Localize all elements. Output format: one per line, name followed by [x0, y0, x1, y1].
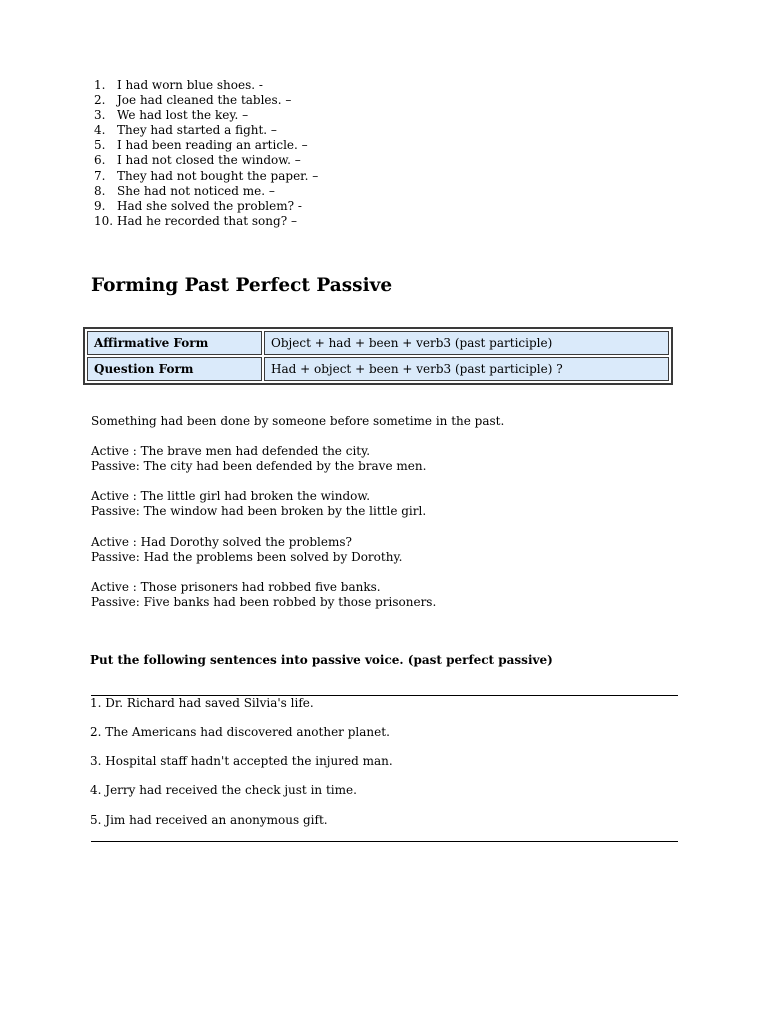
list-item-number: 1. — [94, 78, 106, 92]
example-pair — [91, 444, 426, 474]
passive-sentence: Passive: The window had been broken by the little girl. — [91, 504, 427, 518]
list-item — [94, 199, 318, 214]
list-item — [94, 78, 318, 93]
list-item-number: 7. — [94, 168, 106, 183]
list-item-text: Had she solved the problem? - — [117, 198, 302, 213]
list-item — [94, 138, 318, 153]
active-sentence: Active : Those prisoners had robbed five banks. — [91, 580, 381, 594]
forms-table — [83, 327, 673, 385]
list-item-text: They had started a fight. – — [117, 123, 277, 138]
exercise-item: 3. Hospital staff hadn't accepted the injured man. — [90, 754, 393, 768]
list-item-text: Had he recorded that song? – — [117, 213, 297, 228]
list-item — [94, 184, 318, 199]
list-item-number: 5. — [94, 138, 106, 153]
example-pair — [91, 535, 402, 565]
list-item-text: I had not closed the window. – — [117, 153, 301, 168]
list-item-text: We had lost the key. – — [117, 108, 249, 123]
section-title: Forming Past Perfect Passive — [91, 275, 393, 296]
exercise-instruction: Put the following sentences into passive voice. (past perfect passive) — [90, 653, 553, 667]
exercise-item: 1. Dr. Richard had saved Silvia's life. — [90, 696, 314, 710]
table-row — [87, 357, 669, 381]
exercise-item: 5. Jim had received an anonymous gift. — [90, 813, 328, 827]
list-item-number: 10. — [94, 213, 114, 228]
list-item — [94, 108, 318, 123]
list-item — [94, 169, 318, 184]
table-cell-value: Had + object + been + verb3 (past participle) ? — [264, 357, 669, 381]
exercise-item: 2. The Americans had discovered another planet. — [90, 725, 390, 739]
table-cell-label: Question Form — [87, 357, 262, 381]
list-item — [94, 93, 318, 108]
active-sentence: Active : The little girl had broken the window. — [91, 489, 371, 503]
list-item-text: She had not noticed me. – — [117, 183, 275, 198]
list-item-number: 9. — [94, 198, 106, 213]
list-item-number: 2. — [94, 93, 106, 108]
list-item-text: I had worn blue shoes. - — [117, 78, 263, 92]
active-sentence: Active : The brave men had defended the city. — [91, 444, 371, 458]
passive-sentence: Passive: Had the problems been solved by Dorothy. — [91, 550, 403, 564]
table-row — [87, 331, 669, 355]
intro-sentence: Something had been done by someone before sometime in the past. — [91, 414, 505, 428]
example-pair — [91, 489, 426, 519]
list-item-number: 8. — [94, 183, 106, 198]
list-item-number: 6. — [94, 153, 106, 168]
example-pair — [91, 580, 436, 610]
sentence-list — [94, 78, 318, 229]
list-item — [94, 153, 318, 168]
bottom-divider — [91, 841, 678, 842]
active-sentence: Active : Had Dorothy solved the problems? — [91, 535, 352, 549]
list-item-number: 3. — [94, 108, 106, 123]
list-item-text: I had been reading an article. – — [117, 138, 308, 153]
exercise-item: 4. Jerry had received the check just in time. — [90, 783, 357, 797]
list-item-text: Joe had cleaned the tables. – — [117, 93, 292, 108]
table-cell-value: Object + had + been + verb3 (past participle) — [264, 331, 669, 355]
table-cell-label: Affirmative Form — [87, 331, 262, 355]
list-item — [94, 123, 318, 138]
list-item-text: They had not bought the paper. – — [117, 168, 319, 183]
passive-sentence: Passive: Five banks had been robbed by those prisoners. — [91, 595, 437, 609]
list-item-number: 4. — [94, 123, 106, 138]
passive-sentence: Passive: The city had been defended by the brave men. — [91, 459, 427, 473]
list-item — [94, 214, 318, 229]
